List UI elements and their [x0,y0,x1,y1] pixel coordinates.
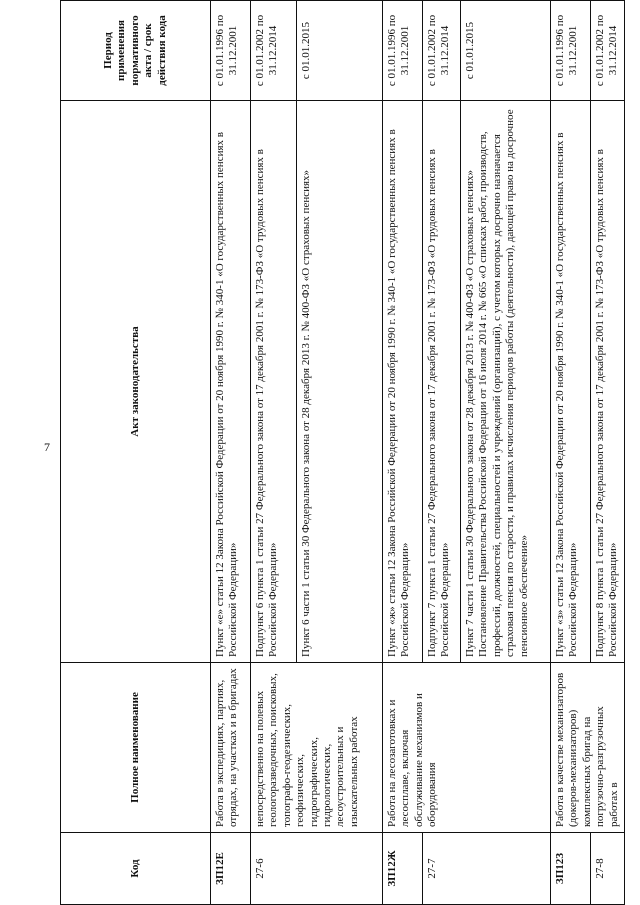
header-act: Акт законодательства [61,101,211,663]
row-period: с 01.01.2002 по 31.12.2014 [251,1,297,101]
row-period: с 01.01.2002 по 31.12.2014 [591,1,625,101]
row-act: Пункт 6 части 1 статьи 30 Федерального закона от 28 декабря 2013 г. № 400-ФЗ «О страховых пенсиях» [297,101,383,663]
row-period: с 01.01.2015 [461,1,551,101]
row-code: ЗП12Е [211,833,251,905]
row-code: ЗП12Ж [383,833,423,905]
row-code: ЗП12З [551,833,591,905]
row-name: Работа в качестве механизаторов (докеров-механизаторов) комплексных бригад на погрузочно-разгрузочных работах в [551,663,625,833]
header-name: Полное наименование [61,663,211,833]
row-act: Подпункт 8 пункта 1 статьи 27 Федерального закона от 17 декабря 2001 г. № 173-ФЗ «О трудовых пенсиях в Российской Федерации» [591,101,625,663]
table-row [551,1,591,905]
row-name: непосредственно на полевых геологоразведочных, поисковых, топографо-геодезических, геофизических, гидрографических, гидрологических, лесоустроительных и изыскательных работах [251,663,383,833]
row-name: Работа на лесозаготовках и лесосплаве, включая обслуживание механизмов и оборудования [383,663,551,833]
row-act: Пункт «з» статьи 12 Закона Российской Федерации от 20 ноября 1990 г. № 340-1 «О государственных пенсиях в Российской Федерации» [551,101,591,663]
header-code: Код [61,833,211,905]
row-period: с 01.01.1996 по 31.12.2001 [211,1,251,101]
row-code: 27-8 [591,833,625,905]
row-act: Пункт «е» статьи 12 Закона Российской Федерации от 20 ноября 1990 г. № 340-1 «О государственных пенсиях в Российской Федерации» [211,101,251,663]
row-name: Работа в экспедициях, партиях, отрядах, на участках и в бригадах [211,663,251,833]
row-code: 27-6 [251,833,383,905]
row-act: Подпункт 6 пункта 1 статьи 27 Федерального закона от 17 декабря 2001 г. № 173-ФЗ «О трудовых пенсиях в Российской Федерации» [251,101,297,663]
row-code: 27-7 [423,833,551,905]
codes-table [60,0,625,905]
row-act: Пункт 7 части 1 статьи 30 Федерального закона от 28 декабря 2013 г. № 400-ФЗ «О страховых пенсиях» Постановление Правительства Российской Федерации от 16 июля 2014 г. № 665 «О списках работ, производств, профессий, должностей, специальностей и учреждений (организаций), с учетом которых досрочно назначается страховая пенсия по старости, и правилах исчисления периодов работы (деятельности), дающей право на досрочное пенсионное обеспечение» [461,101,551,663]
table-row [211,1,251,905]
table-header-row [61,1,211,905]
row-period: с 01.01.1996 по 31.12.2001 [383,1,423,101]
table-row [383,1,423,905]
row-act: Подпункт 7 пункта 1 статьи 27 Федерального закона от 17 декабря 2001 г. № 173-ФЗ «О трудовых пенсиях в Российской Федерации» [423,101,461,663]
rotated-table-frame [60,0,620,905]
table-row [251,1,297,905]
row-period: с 01.01.2002 по 31.12.2014 [423,1,461,101]
row-period: с 01.01.2015 [297,1,383,101]
row-act: Пункт «ж» статьи 12 Закона Российской Федерации от 20 ноября 1990 г. № 340-1 «О государственных пенсиях в Российской Федерации» [383,101,423,663]
row-period: с 01.01.1996 по 31.12.2001 [551,1,591,101]
page-number: 7 [44,440,50,454]
header-period: Период применения нормативного акта / срок действия кода [61,1,211,101]
